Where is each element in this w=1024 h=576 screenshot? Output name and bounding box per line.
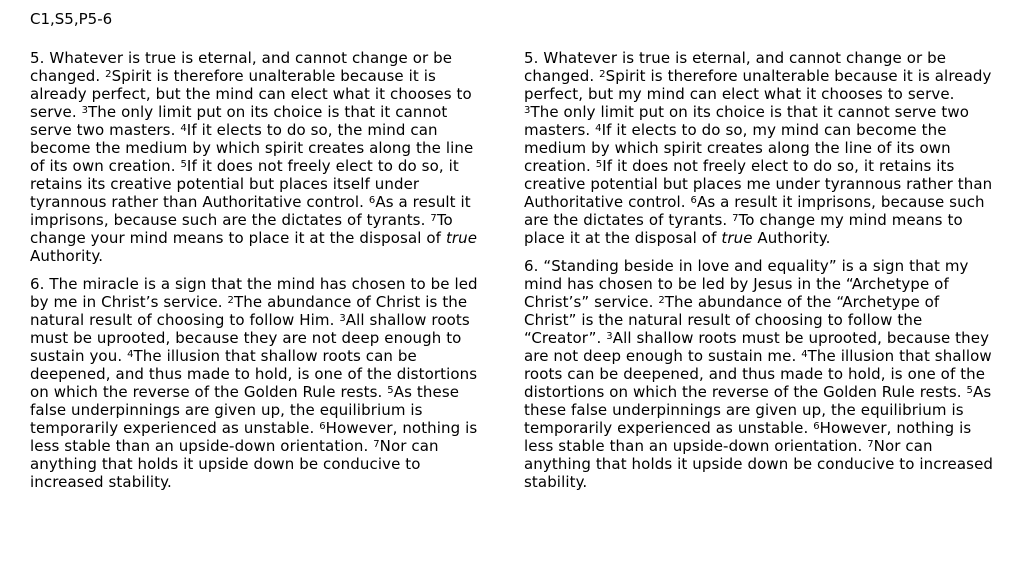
sentence-number-superscript: 6 — [813, 420, 820, 432]
sentence-number-superscript: 6 — [690, 194, 697, 206]
sentence-number-superscript: 6 — [368, 194, 376, 206]
sentence-number-superscript: 2 — [599, 68, 606, 80]
sentence-number-superscript: 2 — [105, 68, 112, 80]
sentence-number-superscript: 5 — [387, 384, 394, 396]
sentence-number-superscript: 4 — [180, 122, 187, 134]
page-title: C1,S5,P5-6 — [30, 10, 113, 28]
emphasized-word: true — [445, 229, 478, 247]
sentence-number-superscript: 7 — [430, 212, 437, 224]
sentence-number-superscript: 2 — [658, 294, 665, 306]
paragraph-5: 5. Whatever is true is eternal, and cannot change or be changed. $^2$Spirit is therefore unalterable because it is already perfect, but the mind can elect what it chooses to serve. $^3$The only limit put on its choice is that it cannot serve two masters. $^4$If it elects to do so, the mind can become the medium by which spirit creates along the line of its own creation. $^5$If it does not freely elect to do so, it retains its creative potential but places itself under tyrannous rather than Authoritative control. $^6$As a result it imprisons, because such are the dictates of tyrants. $^7$To change your mind means to place it at the disposal of true Authority. — [30, 49, 478, 265]
sentence-number-superscript: 4 — [801, 348, 808, 360]
paragraph-6: 6. The miracle is a sign that the mind has chosen to be led by me in Christ’s service. $^2$The abundance of Christ is the natural result of choosing to follow Him. $^3$All shallow roots must be uprooted, because they are not deep enough to sustain you. $^4$The illusion that shallow roots can be deepened, and thus made to hold, is one of the distortions on which the reverse of the Golden Rule rests. $^5$As these false underpinnings are given up, the equilibrium is temporarily experienced as unstable. $^6$However, nothing is less stable than an upside-down orientation. $^7$Nor can anything that holds it upside down be conducive to increased stability. — [30, 275, 478, 491]
column-original-text — [30, 49, 478, 501]
sentence-number-superscript: 7 — [732, 212, 739, 224]
column-edited-text — [524, 49, 994, 501]
paragraph-5: 5. Whatever is true is eternal, and cannot change or be changed. $^2$Spirit is therefore unalterable because it is already perfect, but my mind can elect what it chooses to serve. $^3$The only limit put on its choice is that it cannot serve two masters. $^4$If it elects to do so, my mind can become the medium by which spirit creates along the line of its own creation. $^5$If it does not freely elect to do so, it retains its creative potential but places me under tyrannous rather than Authoritative control. $^6$As a result it imprisons, because such are the dictates of tyrants. $^7$To change my mind means to place it at the disposal of true Authority. — [524, 49, 993, 247]
sentence-number-superscript: 3 — [339, 312, 346, 324]
sentence-number-superscript: 5 — [180, 158, 187, 170]
sentence-number-superscript: 7 — [867, 438, 874, 450]
sentence-number-superscript: 4 — [595, 122, 602, 134]
emphasized-word: true — [721, 229, 753, 247]
sentence-number-superscript: 4 — [127, 348, 134, 360]
sentence-number-superscript: 3 — [606, 330, 613, 342]
sentence-number-superscript: 6 — [319, 420, 326, 432]
sentence-number-superscript: 3 — [524, 104, 531, 116]
paragraph-6: 6. “Standing beside in love and equality” is a sign that my mind has chosen to be led by Jesus in the “Archetype of Christ’s” service. $^2$The abundance of the “Archetype of Christ” is the natural result of choosing to follow the “Creator”. $^3$All shallow roots must be uprooted, because they are not deep enough to sustain me. $^4$The illusion that shallow roots can be deepened, and thus made to hold, is one of the distortions on which the reverse of the Golden Rule rests. $^5$As these false underpinnings are given up, the equilibrium is temporarily experienced as unstable. $^6$However, nothing is less stable than an upside-down orientation. $^7$Nor can anything that holds it upside down be conducive to increased stability. — [524, 257, 994, 491]
sentence-number-superscript: 5 — [966, 384, 974, 396]
sentence-number-superscript: 5 — [595, 158, 603, 170]
sentence-number-superscript: 7 — [373, 438, 380, 450]
sentence-number-superscript: 2 — [227, 294, 235, 306]
text-columns — [30, 49, 1024, 501]
sentence-number-superscript: 3 — [81, 104, 89, 116]
